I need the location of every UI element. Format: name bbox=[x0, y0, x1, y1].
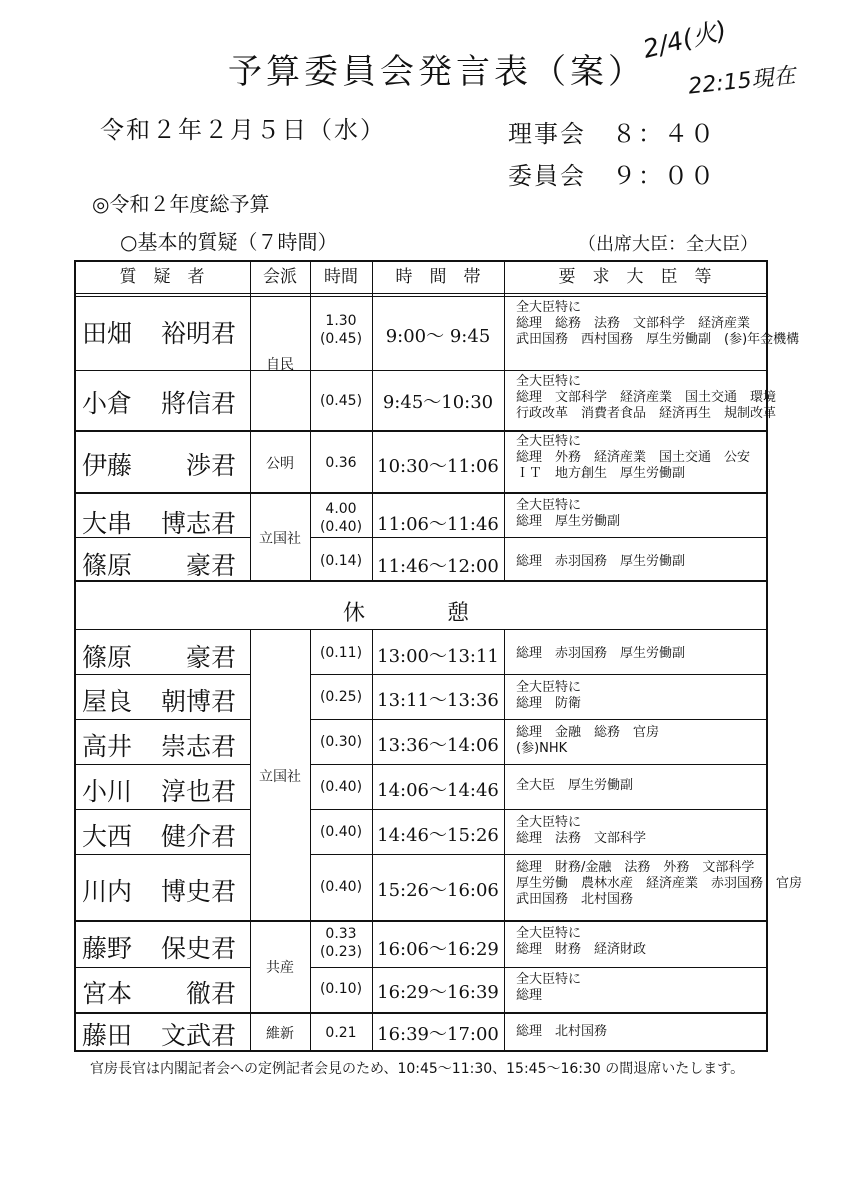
duration-cell bbox=[310, 392, 372, 410]
minister-line: 全大臣特に bbox=[516, 815, 582, 830]
header-party: 会派 bbox=[263, 267, 297, 287]
family-name: 大西 bbox=[82, 822, 133, 851]
given-name: 裕明君 bbox=[160, 319, 236, 348]
speaking-schedule-table bbox=[74, 260, 803, 1052]
time-slot: 13:00～13:11 bbox=[377, 646, 499, 667]
meeting-date: 令和２年２月５日（水） bbox=[100, 116, 386, 144]
time-slot: 9:00～ 9:45 bbox=[385, 326, 491, 347]
family-name: 篠原 bbox=[82, 551, 133, 580]
row-divider bbox=[74, 370, 768, 371]
party-cell: 公明 bbox=[266, 456, 294, 472]
duration-cell bbox=[310, 500, 372, 536]
minister-list bbox=[516, 434, 762, 482]
questioner-name bbox=[82, 314, 236, 350]
row-divider bbox=[74, 719, 250, 720]
given-name: 崇志君 bbox=[160, 732, 236, 761]
table-border-right bbox=[766, 260, 768, 1052]
family-name: 大串 bbox=[82, 509, 133, 538]
given-name: 朝博君 bbox=[160, 687, 236, 716]
minister-line: 総理 財務 経済財政 bbox=[516, 942, 647, 957]
col-divider bbox=[504, 629, 505, 1052]
row-divider bbox=[310, 854, 768, 855]
given-name: 文武君 bbox=[160, 1021, 236, 1050]
duration-cell bbox=[310, 1024, 372, 1042]
duration-total: 0.33 bbox=[325, 926, 357, 942]
duration-cell bbox=[310, 980, 372, 998]
minister-line: 総理 金融 総務 官房 bbox=[516, 725, 660, 740]
minister-line: 全大臣特に bbox=[516, 434, 582, 449]
given-name: 豪君 bbox=[185, 551, 236, 580]
given-name: 將信君 bbox=[160, 389, 236, 418]
duration-cell bbox=[310, 552, 372, 570]
row-divider bbox=[310, 537, 768, 538]
given-name: 淳也君 bbox=[160, 777, 236, 806]
row-divider bbox=[74, 854, 250, 855]
col-divider bbox=[504, 260, 505, 580]
questioner-name bbox=[82, 504, 236, 540]
minister-line: 全大臣特に bbox=[516, 680, 582, 695]
minister-list bbox=[516, 815, 762, 847]
party-divider bbox=[74, 1012, 768, 1014]
minister-line: 総理 赤羽国務 厚生労働副 bbox=[516, 554, 686, 569]
family-name: 高井 bbox=[82, 732, 133, 761]
party-divider bbox=[74, 920, 768, 922]
party-cell: 立国社 bbox=[259, 531, 301, 547]
minister-list bbox=[516, 1024, 762, 1040]
duration-total: 0.36 bbox=[325, 455, 357, 471]
time-slot: 16:29～16:39 bbox=[377, 982, 499, 1003]
time-slot: 11:06～11:46 bbox=[377, 514, 499, 535]
time-slot: 9:45～10:30 bbox=[382, 392, 494, 413]
header-timeslot: 時 間 帯 bbox=[395, 267, 481, 287]
row-divider bbox=[74, 764, 250, 765]
section-heading: ◎令和２年度総予算 bbox=[92, 192, 270, 216]
time-slot: 11:46～12:00 bbox=[377, 556, 499, 577]
questioner-name bbox=[82, 817, 236, 853]
time-slot: 13:11～13:36 bbox=[377, 690, 499, 711]
duration-slot: (0.11) bbox=[319, 645, 363, 661]
break-row: 休 憩 bbox=[342, 601, 499, 626]
minister-list bbox=[516, 498, 762, 530]
questioner-name bbox=[82, 546, 236, 582]
family-name: 屋良 bbox=[82, 687, 133, 716]
time-slot: 13:36～14:06 bbox=[377, 735, 499, 756]
handwritten-time: 22:15現在 bbox=[687, 63, 797, 100]
row-divider bbox=[74, 809, 250, 810]
duration-cell bbox=[310, 778, 372, 796]
duration-slot: (0.10) bbox=[319, 981, 363, 997]
duration-slot: (0.30) bbox=[319, 734, 363, 750]
duration-cell bbox=[310, 733, 372, 751]
family-name: 篠原 bbox=[82, 643, 133, 672]
minister-line: 武田国務 北村国務 bbox=[516, 892, 634, 907]
family-name: 藤野 bbox=[82, 934, 133, 963]
duration-cell bbox=[310, 925, 372, 961]
family-name: 川内 bbox=[82, 877, 133, 906]
questioner-name bbox=[82, 974, 236, 1010]
minister-list bbox=[516, 860, 803, 908]
minister-list bbox=[516, 972, 762, 1004]
given-name: 渉君 bbox=[185, 451, 236, 480]
row-divider bbox=[310, 719, 768, 720]
minister-line: (参)NHK bbox=[516, 741, 568, 756]
header-questioner: 質 疑 者 bbox=[119, 267, 205, 287]
family-name: 宮本 bbox=[82, 979, 133, 1008]
questioner-name bbox=[82, 446, 236, 482]
minister-list bbox=[516, 646, 762, 662]
minister-line: 総理 北村国務 bbox=[516, 1024, 608, 1039]
row-divider bbox=[74, 967, 250, 968]
duration-cell bbox=[310, 312, 372, 348]
given-name: 博史君 bbox=[160, 877, 236, 906]
row-divider bbox=[74, 674, 250, 675]
time-slot: 16:39～17:00 bbox=[377, 1024, 499, 1045]
family-name: 藤田 bbox=[82, 1021, 133, 1050]
duration-slot: (0.45) bbox=[319, 331, 363, 347]
party-cell: 共産 bbox=[266, 960, 294, 976]
minister-list bbox=[516, 680, 762, 712]
duration-cell bbox=[310, 644, 372, 662]
time-slot: 14:46～15:26 bbox=[377, 825, 499, 846]
questioner-name bbox=[82, 929, 236, 965]
minister-line: 総理 財務/金融 法務 外務 文部科学 bbox=[516, 860, 755, 875]
questioner-name bbox=[82, 727, 236, 763]
given-name: 保史君 bbox=[160, 934, 236, 963]
time-slot: 14:06～14:46 bbox=[377, 780, 499, 801]
minister-line: 全大臣 厚生労働副 bbox=[516, 778, 634, 793]
row-divider bbox=[310, 967, 768, 968]
minister-line: 総理 赤羽国務 厚生労働副 bbox=[516, 646, 686, 661]
duration-slot: (0.40) bbox=[319, 779, 363, 795]
minister-line: 総理 bbox=[516, 988, 543, 1003]
duration-slot: (0.23) bbox=[319, 944, 363, 960]
party-cell: 自民 bbox=[266, 357, 294, 373]
row-divider bbox=[310, 809, 768, 810]
given-name: 健介君 bbox=[160, 822, 236, 851]
party-cell: 立国社 bbox=[259, 769, 301, 785]
minister-line: ＩＴ 地方創生 厚生労働副 bbox=[516, 466, 686, 481]
minister-line: 総理 防衛 bbox=[516, 696, 582, 711]
family-name: 田畑 bbox=[82, 319, 133, 348]
duration-cell bbox=[310, 878, 372, 896]
minister-line: 厚生労働 農林水産 経済産業 赤羽国務 官房 bbox=[516, 876, 803, 891]
duration-slot: (0.45) bbox=[319, 393, 363, 409]
party-divider bbox=[74, 492, 768, 494]
minister-list bbox=[516, 778, 762, 794]
minister-line: 全大臣特に bbox=[516, 374, 582, 389]
minister-line: 武田国務 西村国務 厚生労働副 (参)年金機構 bbox=[516, 332, 800, 347]
minister-list bbox=[516, 926, 762, 958]
time-slot: 10:30～11:06 bbox=[377, 456, 499, 477]
row-divider bbox=[310, 674, 768, 675]
minister-line: 全大臣特に bbox=[516, 498, 582, 513]
duration-slot: (0.40) bbox=[319, 519, 363, 535]
questioner-name bbox=[82, 682, 236, 718]
party-cell: 維新 bbox=[266, 1026, 294, 1042]
duration-total: 0.21 bbox=[325, 1025, 357, 1041]
minister-line: 全大臣特に bbox=[516, 972, 582, 987]
duration-slot: (0.40) bbox=[319, 824, 363, 840]
minister-list bbox=[516, 725, 762, 757]
minister-line: 総理 法務 文部科学 bbox=[516, 831, 647, 846]
time-slot: 15:26～16:06 bbox=[377, 880, 499, 901]
duration-slot: (0.14) bbox=[319, 553, 363, 569]
duration-slot: (0.40) bbox=[319, 879, 363, 895]
duration-total: 4.00 bbox=[325, 501, 357, 517]
minister-list bbox=[516, 300, 800, 348]
questioner-name bbox=[82, 384, 236, 420]
page-title: 予算委員会発言表（案） bbox=[228, 52, 646, 92]
family-name: 小川 bbox=[82, 777, 133, 806]
duration-slot: (0.25) bbox=[319, 689, 363, 705]
attendance-note: （出席大臣：全大臣） bbox=[578, 234, 758, 255]
header-duration: 時間 bbox=[324, 267, 358, 287]
subsection-heading: ○基本的質疑（７時間） bbox=[120, 230, 338, 254]
questioner-name bbox=[82, 638, 236, 674]
minister-line: 行政改革 消費者食品 経済再生 規制改革 bbox=[516, 406, 777, 421]
rijikai-time: 理事会 ８：４０ bbox=[508, 120, 716, 148]
given-name: 豪君 bbox=[185, 643, 236, 672]
row-divider bbox=[310, 764, 768, 765]
minister-line: 全大臣特に bbox=[516, 926, 582, 941]
col-divider bbox=[250, 629, 251, 1052]
given-name: 博志君 bbox=[160, 509, 236, 538]
given-name: 徹君 bbox=[185, 979, 236, 1008]
footnote: 官房長官は内閣記者会への定例記者会見のため、10:45～11:30、15:45～16:30 の間退席いたします。 bbox=[90, 1061, 745, 1077]
minister-line: 総理 総務 法務 文部科学 経済産業 bbox=[516, 316, 751, 331]
header-ministers: 要 求 大 臣 等 bbox=[558, 267, 712, 287]
minister-line: 全大臣特に bbox=[516, 300, 582, 315]
questioner-name bbox=[82, 872, 236, 908]
duration-total: 1.30 bbox=[325, 313, 357, 329]
minister-line: 総理 外務 経済産業 国土交通 公安 bbox=[516, 450, 751, 465]
handwritten-date: 2/4(火) bbox=[640, 15, 730, 64]
minister-line: 総理 文部科学 経済産業 国土交通 環境 bbox=[516, 390, 777, 405]
duration-cell bbox=[310, 454, 372, 472]
minister-line: 総理 厚生労働副 bbox=[516, 514, 621, 529]
party-divider bbox=[74, 430, 768, 432]
questioner-name bbox=[82, 1016, 236, 1052]
family-name: 小倉 bbox=[82, 389, 133, 418]
questioner-name bbox=[82, 772, 236, 808]
table-border-left bbox=[74, 260, 76, 1052]
minister-list bbox=[516, 554, 762, 570]
iinkai-time: 委員会 ９：００ bbox=[508, 162, 716, 190]
duration-cell bbox=[310, 688, 372, 706]
time-slot: 16:06～16:29 bbox=[377, 939, 499, 960]
duration-cell bbox=[310, 823, 372, 841]
family-name: 伊藤 bbox=[82, 451, 133, 480]
minister-list bbox=[516, 374, 777, 422]
